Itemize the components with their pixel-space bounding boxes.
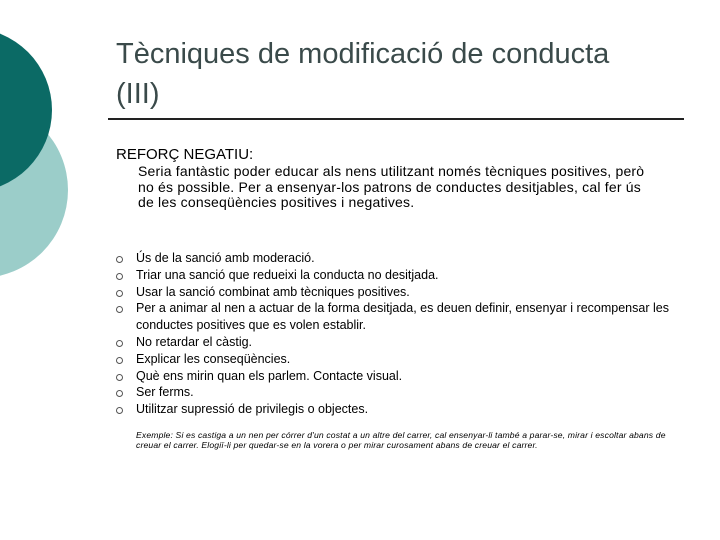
list-item [116, 384, 676, 401]
hollow-circle-bullet-icon [116, 273, 123, 280]
hollow-circle-bullet-icon [116, 290, 123, 297]
list-item-text: Ús de la sanció amb moderació. [136, 251, 315, 265]
list-item-text: Explicar les conseqüències. [136, 351, 291, 366]
list-item [116, 401, 676, 418]
hollow-circle-bullet-icon [116, 357, 123, 364]
list-item-text: Ser ferms. [136, 385, 194, 400]
list-item [116, 250, 676, 267]
intro-paragraph: Seria fantàstic poder educar als nens utilitzant només tècniques positives, però no és possible. Per a ensenyar-los patrons de conductes desitjables, cal fer ús de les conseqüències positives i negatives. [138, 163, 645, 210]
list-item-text: Per a animar al nen a actuar de la forma desitjada, es deuen definir, ensenyar i recompensar les conductes positives que es volen establir. [136, 301, 669, 333]
example-note: Exemple: Si es castiga a un nen per córrer d'un costat a un altre del carrer, cal ensenyar-li també a parar-se, mirar i escoltar abans de creuar el carrer. Elogiï-li per quedar-se en la vorera o per mirar curosament abans de creuar el carrer. [136, 430, 666, 450]
list-item [116, 351, 676, 368]
hollow-circle-bullet-icon [116, 374, 123, 381]
list-item [116, 334, 676, 351]
decorative-circles [0, 0, 90, 300]
list-item [116, 300, 676, 334]
list-item-text: No retardar el càstig. [136, 334, 253, 349]
list-item [116, 368, 676, 385]
section-heading: REFORÇ NEGATIU: [116, 146, 254, 163]
bullet-list [116, 250, 676, 418]
hollow-circle-bullet-icon [116, 306, 123, 313]
list-item [116, 284, 676, 301]
hollow-circle-bullet-icon [116, 390, 123, 397]
title-line-2: (III) [116, 78, 160, 110]
title-line-1: Tècniques de modificació de conducta [116, 38, 610, 70]
title-divider [108, 118, 684, 120]
list-item-text: Triar una sanció que redueixi la conducta no desitjada. [136, 267, 439, 282]
list-item-text: Utilitzar supressió de privilegis o objectes. [136, 402, 369, 417]
list-item-text: Usar la sanció combinat amb tècniques positives. [136, 284, 410, 299]
slide-title [116, 34, 696, 114]
list-item-text: Què ens mirin quan els parlem. Contacte visual. [136, 368, 403, 383]
hollow-circle-bullet-icon [116, 256, 123, 263]
hollow-circle-bullet-icon [116, 407, 123, 414]
list-item [116, 267, 676, 284]
hollow-circle-bullet-icon [116, 340, 123, 347]
